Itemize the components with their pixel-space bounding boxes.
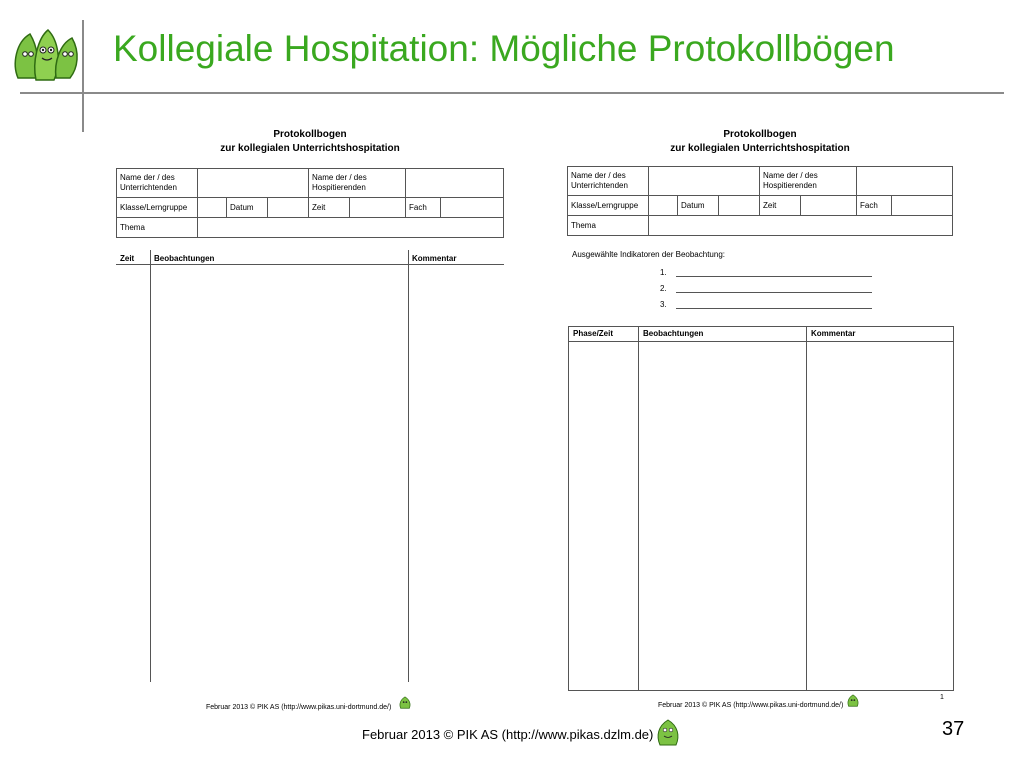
slide-page-number: 37 <box>942 718 965 740</box>
date-label: Datum <box>227 198 268 218</box>
leaf-mascot-footer-icon <box>654 718 682 748</box>
leaf-mascot-logo-icon <box>10 28 82 84</box>
name-teacher-field[interactable] <box>198 169 309 198</box>
time-field[interactable] <box>800 196 856 216</box>
date-label: Datum <box>678 196 719 216</box>
protocol-sheet-right <box>560 128 960 718</box>
subject-field[interactable] <box>892 196 953 216</box>
slide-title: Kollegiale Hospitation: Mögliche Protokollbögen <box>113 28 895 69</box>
indicator-2-line[interactable] <box>676 292 872 293</box>
time-label: Zeit <box>760 196 801 216</box>
sheet-title-line1: Protokollbogen <box>273 129 347 140</box>
indicator-3-line[interactable] <box>676 308 872 309</box>
sheet-footer: Februar 2013 © PIK AS (http://www.pikas.uni-dortmund.de/) <box>206 704 392 711</box>
name-observer-label: Name der / des Hospitierenden <box>760 167 857 196</box>
name-observer-field[interactable] <box>406 169 504 198</box>
leaf-mascot-small-icon <box>846 694 860 708</box>
indicator-1-number: 1. <box>660 268 667 277</box>
indicator-3-number: 3. <box>660 300 667 309</box>
sheet-title-line2: zur kollegialen Unterrichtshospitation <box>670 143 850 154</box>
sheet-page-number: 1 <box>940 694 944 701</box>
indicator-1-line[interactable] <box>676 276 872 277</box>
time-field[interactable] <box>349 198 405 218</box>
header-horizontal-rule <box>20 92 1004 94</box>
observation-col-divider-2 <box>408 250 409 682</box>
subject-label: Fach <box>406 198 441 218</box>
sheet-footer: Februar 2013 © PIK AS (http://www.pikas.uni-dortmund.de/) <box>658 702 844 709</box>
slide-footer: Februar 2013 © PIK AS (http://www.pikas.dzlm.de) <box>362 727 654 742</box>
name-observer-field[interactable] <box>857 167 953 196</box>
class-group-label: Klasse/Lerngruppe <box>568 196 649 216</box>
protocol-sheet-left <box>110 128 510 718</box>
class-group-field[interactable] <box>649 196 678 216</box>
topic-label: Thema <box>568 216 649 236</box>
indicators-label: Ausgewählte Indikatoren der Beobachtung: <box>572 250 725 259</box>
name-teacher-label: Name der / des Unterrichtenden <box>568 167 649 196</box>
observation-area[interactable] <box>151 265 408 682</box>
class-group-label: Klasse/Lerngruppe <box>117 198 198 218</box>
col-observations-header: Beobachtungen <box>154 254 215 263</box>
time-label: Zeit <box>309 198 350 218</box>
topic-field[interactable] <box>649 216 953 236</box>
header-table <box>116 168 504 238</box>
name-teacher-label: Name der / des Unterrichtenden <box>117 169 198 198</box>
header-vertical-rule <box>82 20 84 132</box>
date-field[interactable] <box>268 198 309 218</box>
sheet-title-line1: Protokollbogen <box>723 129 797 140</box>
sheet-title-line2: zur kollegialen Unterrichtshospitation <box>220 143 400 154</box>
topic-field[interactable] <box>198 218 504 238</box>
subject-field[interactable] <box>441 198 504 218</box>
topic-label: Thema <box>117 218 198 238</box>
col-observations-header: Beobachtungen <box>643 329 704 338</box>
header-table <box>567 166 953 236</box>
col-phase-header: Phase/Zeit <box>573 329 614 338</box>
name-observer-label: Name der / des Hospitierenden <box>309 169 406 198</box>
observation-col-divider-2 <box>806 326 807 690</box>
date-field[interactable] <box>719 196 760 216</box>
name-teacher-field[interactable] <box>649 167 760 196</box>
col-time-header: Zeit <box>120 254 135 263</box>
col-comment-header: Kommentar <box>412 254 457 263</box>
subject-label: Fach <box>857 196 892 216</box>
leaf-mascot-small-icon <box>398 696 412 710</box>
observation-area[interactable] <box>639 342 806 689</box>
col-comment-header: Kommentar <box>811 329 856 338</box>
indicator-2-number: 2. <box>660 284 667 293</box>
class-group-field[interactable] <box>198 198 227 218</box>
